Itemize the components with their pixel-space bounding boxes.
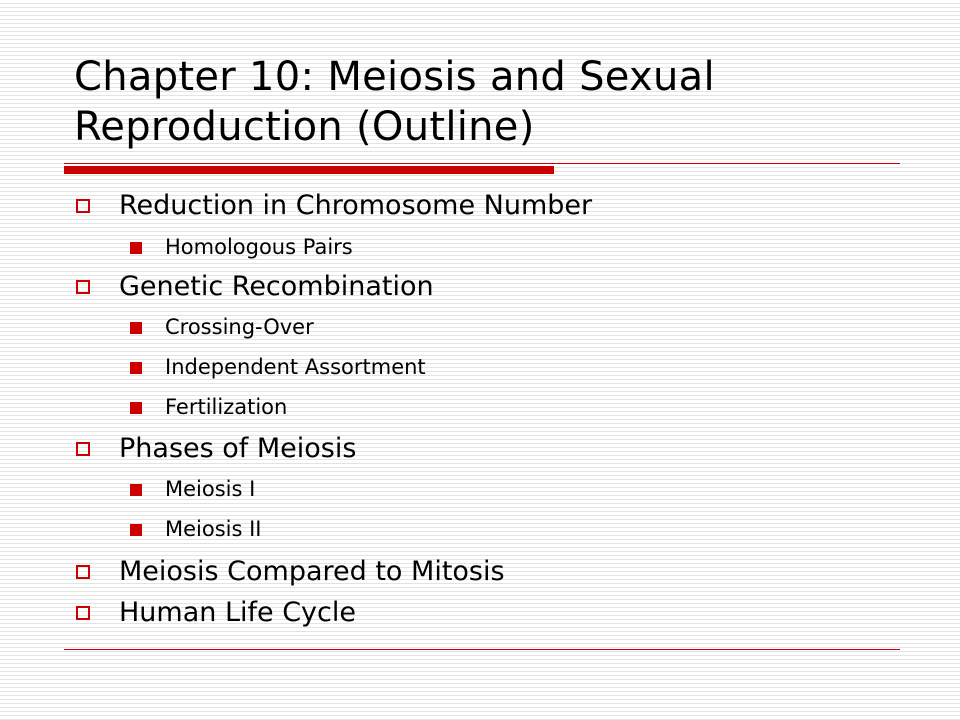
filled-square-bullet-icon — [130, 524, 142, 536]
hollow-square-bullet-icon — [76, 442, 90, 456]
outline-subitem-label: Independent Assortment — [165, 355, 426, 379]
footer-rule — [64, 649, 900, 650]
outline-item-label: Human Life Cycle — [119, 597, 356, 628]
outline-subitem-label: Fertilization — [165, 395, 288, 419]
outline-item-label: Reduction in Chromosome Number — [119, 190, 593, 221]
outline-subitem-label: Meiosis I — [165, 477, 256, 501]
hollow-square-bullet-icon — [76, 606, 90, 620]
outline-subitem-label: Homologous Pairs — [165, 235, 353, 259]
filled-square-bullet-icon — [130, 242, 142, 254]
outline-item-label: Meiosis Compared to Mitosis — [119, 556, 505, 587]
filled-square-bullet-icon — [130, 362, 142, 374]
hollow-square-bullet-icon — [76, 280, 90, 294]
outline-item-label: Phases of Meiosis — [119, 433, 357, 464]
hollow-square-bullet-icon — [76, 565, 90, 579]
slide-title: Chapter 10: Meiosis and Sexual Reproduction (Outline) — [74, 54, 715, 150]
outline-subitem-label: Crossing-Over — [165, 315, 314, 339]
outline-item-label: Genetic Recombination — [119, 271, 434, 302]
outline-subitem-label: Meiosis II — [165, 517, 262, 541]
filled-square-bullet-icon — [130, 322, 142, 334]
filled-square-bullet-icon — [130, 402, 142, 414]
filled-square-bullet-icon — [130, 484, 142, 496]
hollow-square-bullet-icon — [76, 199, 90, 213]
